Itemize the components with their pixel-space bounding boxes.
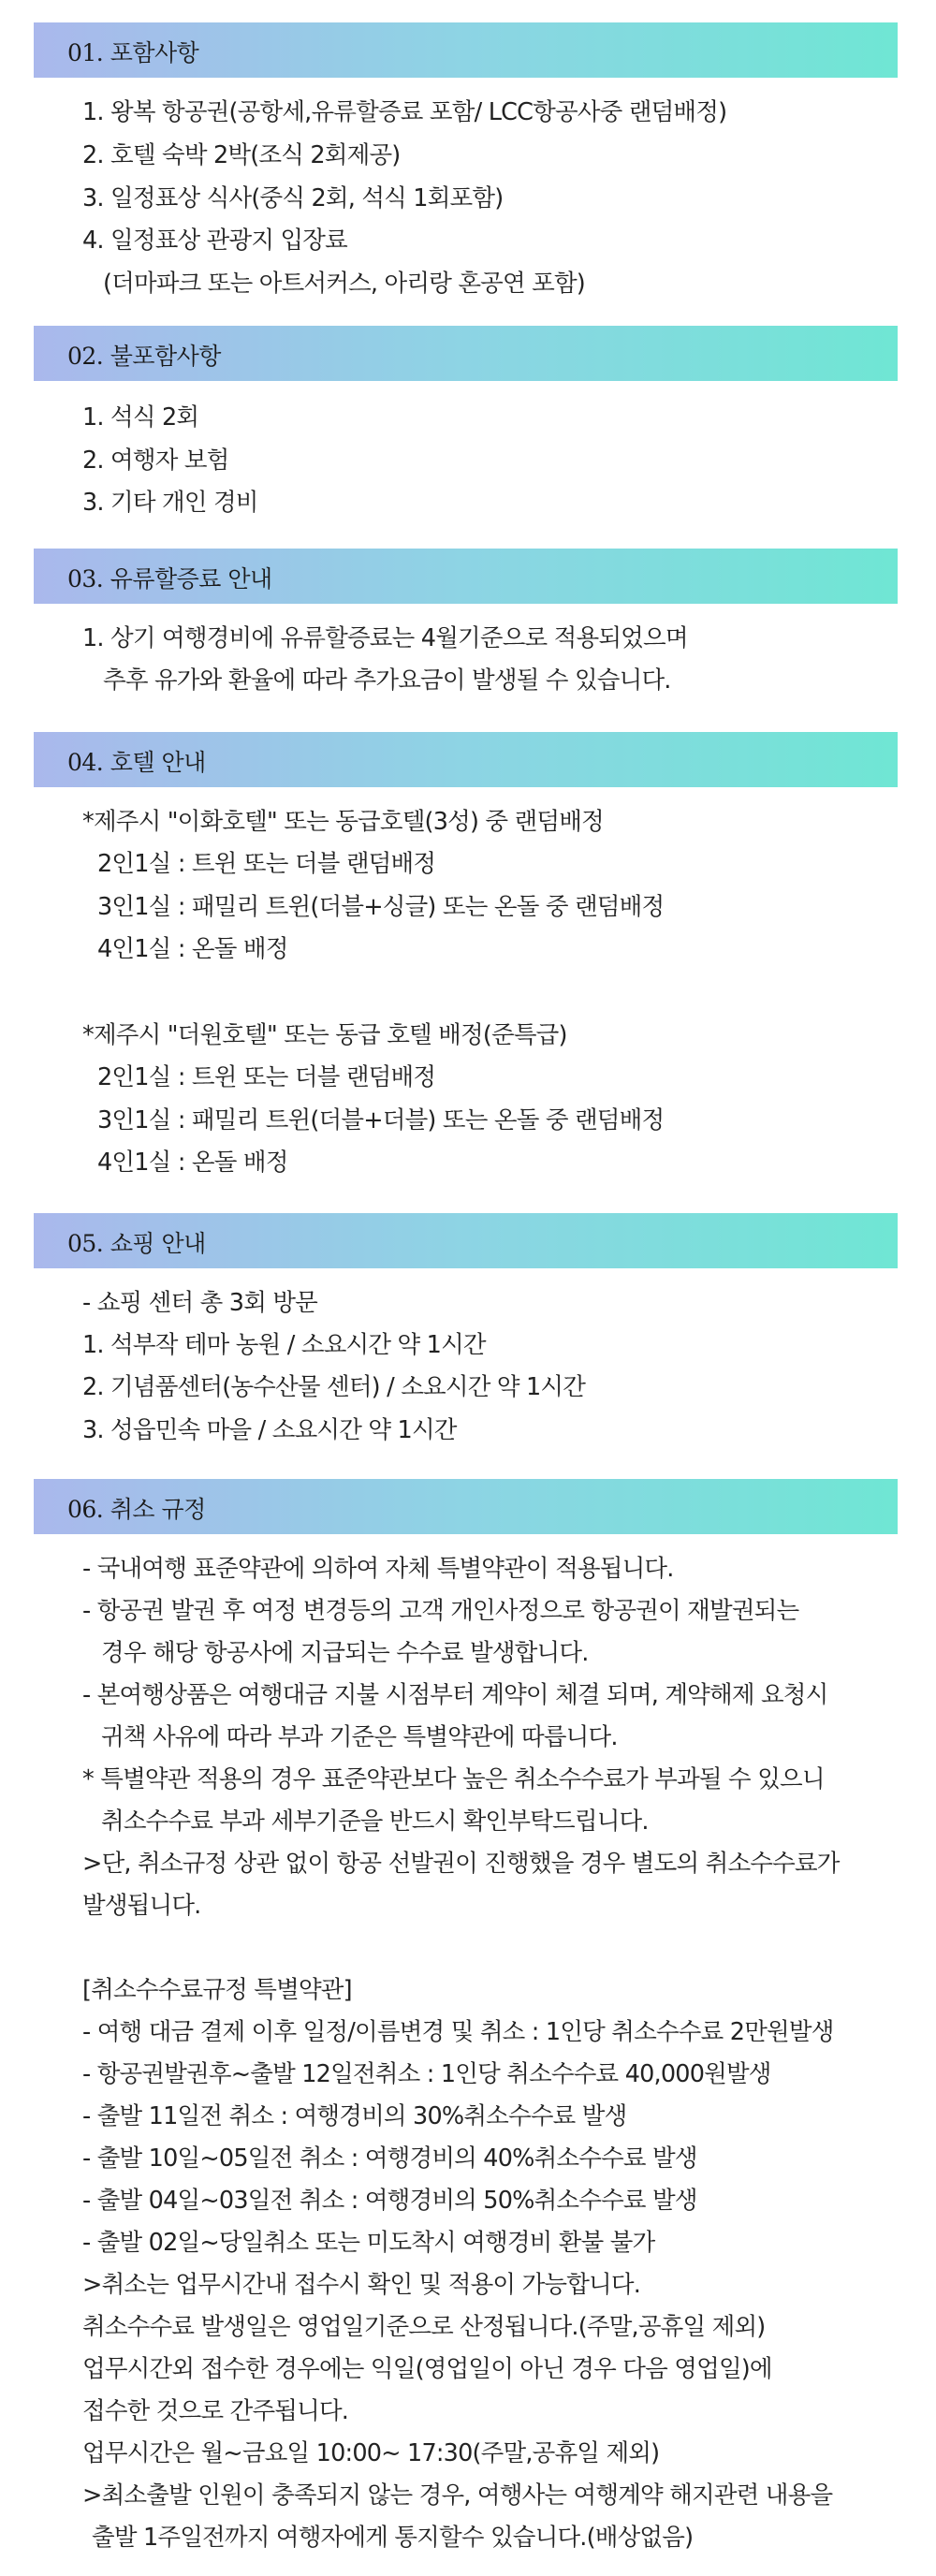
list-item: >단, 취소규정 상관 없이 항공 선발권이 진행했을 경우 별도의 취소수수료가	[82, 1850, 840, 1878]
section-cancellation	[0, 1479, 936, 2576]
list-item: *제주시 "더원호텔" 또는 동급 호텔 배정(준특급)	[82, 1021, 567, 1049]
section-shopping	[0, 1208, 936, 1479]
section-title: 03. 유류할증료 안내	[67, 565, 272, 593]
list-item: 3인1실 : 패밀리 트윈(더블+더블) 또는 온돌 중 랜덤배정	[97, 1106, 665, 1134]
list-item: - 국내여행 표준약관에 의하여 자체 특별약관이 적용됩니다.	[82, 1555, 674, 1583]
list-item: 2. 여행자 보험	[82, 446, 229, 475]
list-item: - 출발 04일~03일전 취소 : 여행경비의 50%취소수수료 발생	[82, 2187, 697, 2215]
list-item: * 특별약관 적용의 경우 표준약관보다 높은 취소수수료가 부과될 수 있으니	[82, 1765, 825, 1793]
section-header-bar	[34, 549, 898, 604]
section-title: 05. 쇼핑 안내	[67, 1230, 206, 1257]
list-item: 경우 해당 항공사에 지급되는 수수료 발생합니다.	[101, 1639, 589, 1667]
list-item: 2인1실 : 트윈 또는 더블 랜덤배정	[97, 1063, 436, 1091]
section-header-bar	[34, 1213, 898, 1268]
section-not-included	[0, 309, 936, 534]
list-item: 1. 석식 2회	[82, 403, 199, 432]
list-item: 취소수수료 부과 세부기준을 반드시 확인부탁드립니다.	[101, 1808, 649, 1836]
list-item: - 쇼핑 센터 총 3회 방문	[82, 1289, 318, 1317]
list-item: >취소는 업무시간내 접수시 확인 및 적용이 가능합니다.	[82, 2271, 641, 2299]
section-header-bar	[34, 1479, 898, 1534]
list-item: 3인1실 : 패밀리 트윈(더블+싱글) 또는 온돌 중 랜덤배정	[97, 893, 665, 921]
section-header-bar	[34, 732, 898, 787]
list-item: 출발 1주일전까지 여행자에게 통지할수 있습니다.(배상없음)	[92, 2524, 694, 2552]
list-item: - 여행 대금 결제 이후 일정/이름변경 및 취소 : 1인당 취소수수료 2만원발생	[82, 2018, 834, 2046]
list-item: 귀책 사유에 따라 부과 기준은 특별약관에 따릅니다.	[101, 1723, 618, 1751]
list-item: 발생됩니다.	[82, 1892, 201, 1920]
section-title: 02. 불포함사항	[67, 343, 221, 370]
list-item: 추후 유가와 환율에 따라 추가요금이 발생될 수 있습니다.	[103, 666, 671, 695]
section-hotel	[0, 721, 936, 1208]
section-header-bar	[34, 22, 898, 78]
list-item: 접수한 것으로 간주됩니다.	[82, 2397, 349, 2425]
list-item: 1. 왕복 항공권(공항세,유류할증료 포함/ LCC항공사중 랜덤배정)	[82, 98, 727, 126]
list-item: - 항공권발권후~출발 12일전취소 : 1인당 취소수수료 40,000원발생	[82, 2060, 771, 2088]
list-item: - 출발 10일~05일전 취소 : 여행경비의 40%취소수수료 발생	[82, 2144, 697, 2173]
list-item: 4. 일정표상 관광지 입장료	[82, 227, 347, 255]
list-item: [취소수수료규정 특별약관]	[82, 1976, 352, 2004]
list-item: 3. 기타 개인 경비	[82, 489, 258, 517]
section-included	[0, 0, 936, 309]
list-item: 3. 일정표상 식사(중식 2회, 석식 1회포함)	[82, 184, 504, 212]
section-title: 06. 취소 규정	[67, 1496, 206, 1523]
section-fuel-surcharge	[0, 534, 936, 721]
list-item: 2. 기념품센터(농수산물 센터) / 소요시간 약 1시간	[82, 1373, 586, 1401]
list-item: - 출발 11일전 취소 : 여행경비의 30%취소수수료 발생	[82, 2102, 627, 2130]
section-title: 04. 호텔 안내	[67, 749, 206, 776]
section-title: 01. 포함사항	[67, 39, 199, 66]
list-item: 4인1실 : 온돌 배정	[97, 935, 288, 963]
list-item: 1. 석부작 테마 농원 / 소요시간 약 1시간	[82, 1331, 486, 1359]
list-item: - 항공권 발권 후 여정 변경등의 고객 개인사정으로 항공권이 재발권되는	[82, 1597, 799, 1625]
list-item: 취소수수료 발생일은 영업일기준으로 산정됩니다.(주말,공휴일 제외)	[82, 2313, 766, 2341]
list-item: (더마파크 또는 아트서커스, 아리랑 혼공연 포함)	[103, 270, 585, 298]
list-item: - 출발 02일~당일취소 또는 미도착시 여행경비 환불 불가	[82, 2229, 655, 2257]
list-item: - 본여행상품은 여행대금 지불 시점부터 계약이 체결 되며, 계약해제 요청시	[82, 1681, 828, 1709]
list-item: 1. 상기 여행경비에 유류할증료는 4월기준으로 적용되었으며	[82, 624, 688, 652]
list-item: 업무시간은 월~금요일 10:00~ 17:30(주말,공휴일 제외)	[82, 2439, 660, 2467]
list-item: 2. 호텔 숙박 2박(조식 2회제공)	[82, 141, 401, 169]
list-item: >최소출발 인원이 충족되지 않는 경우, 여행사는 여행계약 해지관련 내용을	[82, 2481, 833, 2510]
section-header-bar	[34, 326, 898, 381]
list-item: 2인1실 : 트윈 또는 더블 랜덤배정	[97, 850, 436, 878]
list-item: *제주시 "이화호텔" 또는 동급호텔(3성) 중 랜덤배정	[82, 808, 604, 836]
list-item: 업무시간외 접수한 경우에는 익일(영업일이 아닌 경우 다음 영업일)에	[82, 2355, 772, 2383]
list-item: 4인1실 : 온돌 배정	[97, 1149, 288, 1177]
list-item: 3. 성읍민속 마을 / 소요시간 약 1시간	[82, 1416, 457, 1444]
